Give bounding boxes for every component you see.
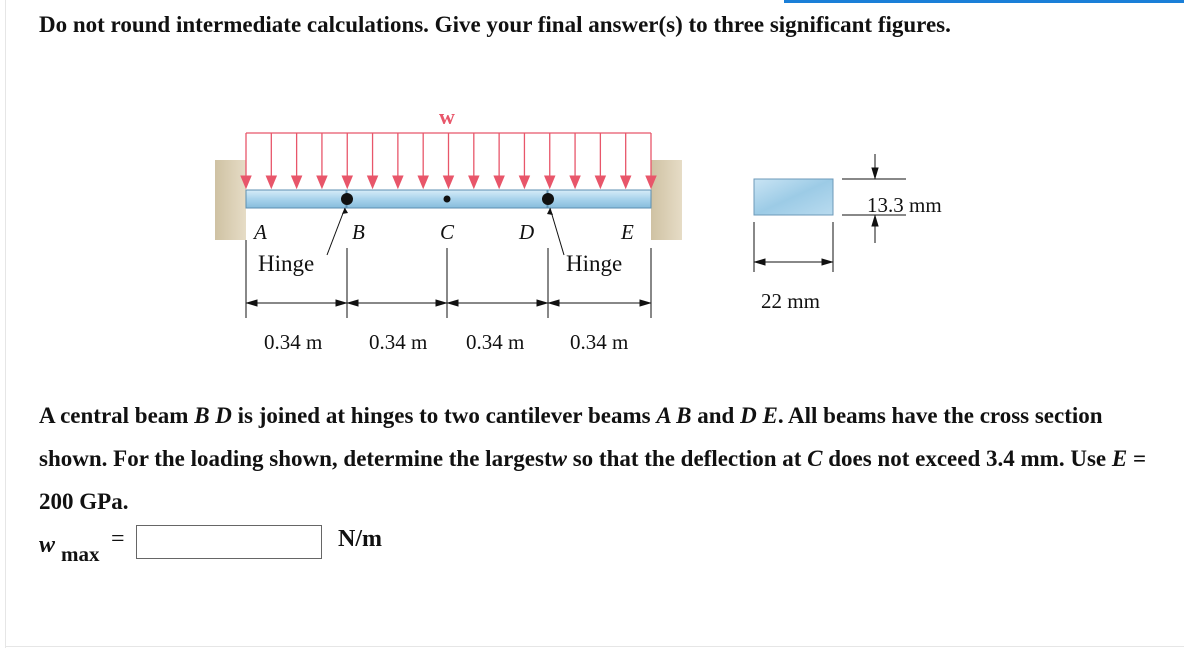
problem-text-1: A central beam (39, 403, 195, 428)
load-arrow-head (469, 176, 479, 188)
answer-subscript: max (61, 542, 100, 566)
section-width-dimension (754, 222, 833, 272)
beam-de (548, 190, 651, 208)
load-arrow-head (292, 176, 302, 188)
var-w: w (551, 446, 567, 471)
label-d: D (519, 220, 535, 244)
hinge-label-right: Hinge (566, 251, 623, 276)
span-de-label: 0.34 m (570, 330, 629, 354)
right-wall (651, 160, 682, 240)
load-arrow-head (342, 176, 352, 188)
hinge-b (341, 193, 353, 205)
load-arrow-head (494, 176, 504, 188)
answer-equals: = (111, 526, 125, 552)
label-e: E (621, 220, 634, 244)
problem-text-2: is joined at hinges to two cantilever beams (231, 403, 657, 428)
answer-unit: N/m (338, 526, 382, 552)
label-a: A (254, 220, 267, 244)
load-arrow-head (393, 176, 403, 188)
problem-statement (39, 394, 1149, 523)
var-e: E (1111, 446, 1128, 471)
load-arrow-head (595, 176, 605, 188)
load-arrow-head (266, 176, 276, 188)
point-c (444, 196, 451, 203)
problem-text-6: does not exceed 3.4 mm. Use (822, 446, 1112, 471)
load-arrow-head (418, 176, 428, 188)
load-arrow-head (570, 176, 580, 188)
var-bd: B D (194, 403, 232, 428)
span-bc-label: 0.34 m (369, 330, 428, 354)
span-cd-label: 0.34 m (466, 330, 525, 354)
load-arrow-head (519, 176, 529, 188)
cross-section (754, 179, 833, 215)
load-arrow-head (368, 176, 378, 188)
var-c: C (807, 446, 823, 471)
distributed-load (241, 133, 656, 188)
problem-text-7: = 200 GPa. (39, 446, 1147, 514)
load-arrow-head (621, 176, 631, 188)
var-ab: A B (656, 403, 692, 428)
problem-text-4: . All beams have the cross section shown. For the loading shown, determine the largest (39, 403, 1103, 471)
beam-ab (246, 190, 346, 208)
instructions-text: Do not round intermediate calculations. Give your final answer(s) to three significant figures. (39, 12, 951, 37)
label-b: B (352, 220, 365, 244)
var-de: D E (740, 403, 778, 428)
problem-text-5: so that the deflection at (566, 446, 808, 471)
answer-input[interactable] (136, 525, 322, 559)
problem-text-3: and (691, 403, 741, 428)
span-ab-label: 0.34 m (264, 330, 323, 354)
section-height-label: 13.3 mm (867, 193, 942, 217)
hinge-d (542, 193, 554, 205)
section-width-label: 22 mm (761, 289, 820, 313)
dimension-lines (246, 300, 651, 306)
load-label: w (439, 104, 455, 129)
hinge-label-left: Hinge (258, 251, 315, 276)
answer-variable: w (39, 532, 56, 558)
load-arrow-head (444, 176, 454, 188)
answer-row (39, 520, 499, 564)
left-wall (215, 160, 246, 240)
load-arrow-head (317, 176, 327, 188)
label-c: C (440, 220, 455, 244)
load-arrow-head (545, 176, 555, 188)
